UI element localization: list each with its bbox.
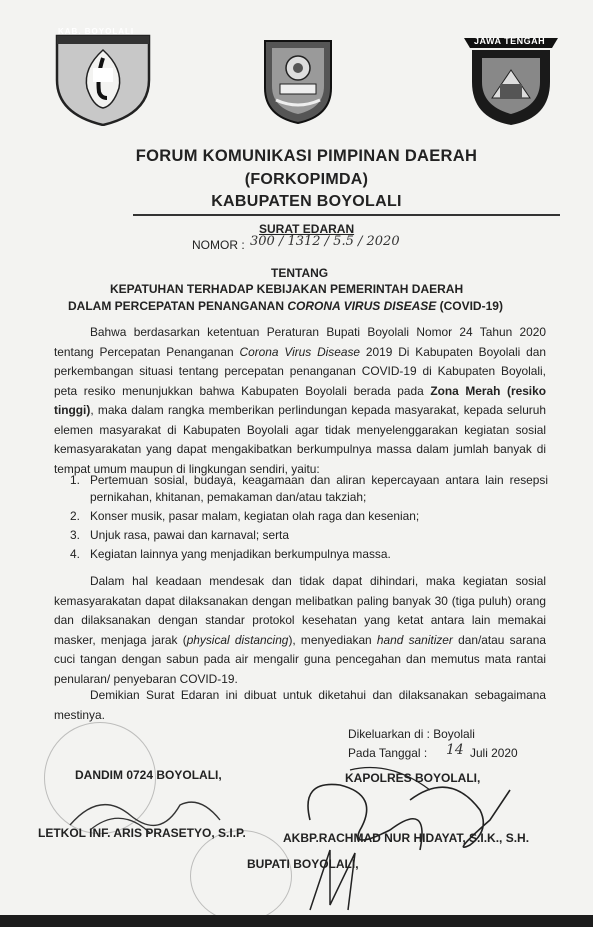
subject-line-2-c: (COVID-19) [436,299,503,313]
list-item: 2. Konser musik, pasar malam, kegiatan olah raga dan kesenian; [70,509,420,523]
scan-border [0,915,593,927]
kapolres-title: KAPOLRES BOYOLALI, [345,771,481,785]
prohibited-activities-list [70,472,548,565]
forum-title: FORUM KOMUNIKASI PIMPINAN DAERAH [135,147,478,165]
header-divider [133,214,560,216]
letter-number-label: NOMOR : [192,238,245,252]
list-item: 4. Kegiatan lainnya yang menjadikan berkumpulnya massa. [70,547,391,561]
subject-line-1: KEPATUHAN TERHADAP KEBIJAKAN PEMERINTAH DAERAH [110,282,464,296]
letter-number-value: 300 / 1312 / 5.5 / 2020 [250,234,400,249]
right-logo-banner: JAWA TENGAH [474,36,546,46]
subject-line-2-a: DALAM PERCEPATAN PENANGANAN [68,299,288,313]
list-item: 3. Unjuk rasa, pawai dan karnaval; serta [70,528,289,542]
forum-abbrev: (FORKOPIMDA) [244,171,369,188]
issued-date-rest: Juli 2020 [470,746,518,760]
provincial-emblem-logo [262,38,334,124]
jawa-tengah-police-logo [462,34,560,126]
physical-distancing-italic: physical distancing [186,632,289,647]
p1-part-e: , maka dalam rangka memberikan perlindungan kepada masyarakat, kepada seluruh elemen masyarakat di Kabupaten Boyolali agar tidak menyelenggarakan kegiatan sosial kemasyarakatan yang dapat mengakibatkan berkumpulnya massa dalam jumlah banyak di tempat umum maupun di lingkungan sendiri, yaitu: [54,403,546,476]
opening-paragraph [54,323,546,479]
bupati-title: BUPATI BOYOLALI, [247,857,359,871]
hand-sanitizer-italic: hand sanitizer [376,632,453,647]
dandim-name: LETKOL INF. ARIS PRASETYO, S.I.P. [38,826,246,840]
closing-paragraph: Demikian Surat Edaran ini dibuat untuk diketahui dan dilaksanakan sebagaimana mestinya. [54,688,546,722]
letter-type: SURAT EDARAN [259,222,355,236]
issued-place: Dikeluarkan di : Boyolali [348,727,475,741]
p1-part-c: 2019 Di Kabupaten Boyolali dan perkembangan situasi tentang percepatan penanganan COVID-19 di Kabupaten Boyolali, peta resiko menunjukkan bahwa Kabupaten Boyolali berada pada [54,344,546,398]
issued-date-day: 14 [446,742,464,758]
p1-italic: Corona Virus Disease [239,344,361,359]
list-item: 1. Pertemuan sosial, budaya, keagamaan dan aliran kepercayaan antara lain resepsi pernikahan, khitanan, pemakaman dan/atau takziah; [70,473,548,504]
bupati-signature [300,845,380,915]
p1-part-a: Bahwa berdasarkan ketentuan Peraturan Bupati Boyolali Nomor 24 Tahun 2020 tentang Percepatan Penanganan [54,325,546,359]
exception-paragraph: Dalam hal keadaan mendesak dan tidak dapat dihindari, maka kegiatan sosial kemasyarakatan dapat dilaksanakan dengan melibatkan paling banyak 30 (tiga puluh) orang dan dilaksanakan dengan standar protokol kesehatan yang ketat antara lain memakai masker, menjaga jarak (physical distancing), menyediakan hand sanitizer dan/atau sarana cuci tangan dengan sabun pada air mengalir guna pencegahan dan memutus mata rantai penularan/ penyebaran COVID-19. [54,574,546,686]
issued-date-label: Pada Tanggal : [348,746,428,760]
subject-line-2-italic: CORONA VIRUS DISEASE [287,299,437,313]
tentang-heading: TENTANG [271,266,329,280]
boyolali-regency-logo [53,28,153,126]
kapolres-name: AKBP.RACHMAD NUR HIDAYAT, S.I.K., S.H. [283,831,530,845]
regency-name: KABUPATEN BOYOLALI [211,193,402,210]
subject-line-2 [68,299,503,313]
p1-zona-merah: Zona Merah (resiko tinggi) [54,383,546,417]
left-logo-banner: KAB. BOYOLALI [58,27,135,36]
dandim-title: DANDIM 0724 BOYOLALI, [75,768,222,782]
